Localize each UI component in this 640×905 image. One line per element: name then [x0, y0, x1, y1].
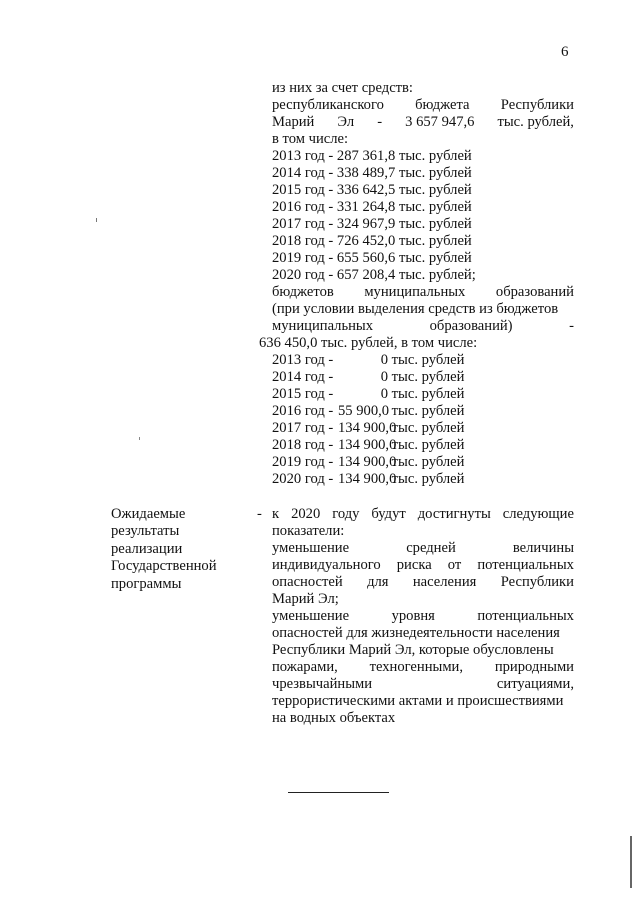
text-word: уменьшение: [272, 608, 350, 624]
unit: тыс. рублей,: [497, 114, 574, 130]
year-label: 2016 год -: [272, 403, 334, 419]
year-label: 2019 год -: [272, 454, 334, 470]
year-unit: тыс. рублей: [391, 454, 465, 470]
municipal-year-row: [272, 437, 574, 454]
text-word: опасностей: [272, 574, 343, 590]
year-value: 0: [380, 386, 388, 402]
year-label: 2014 год -: [272, 369, 334, 385]
scan-speck: [139, 437, 140, 440]
results-line: [272, 574, 574, 591]
text-word: достигнуты: [417, 506, 491, 522]
results-line: [272, 540, 574, 557]
republic-year-row: 2019 год - 655 560,6 тыс. рублей: [272, 250, 472, 266]
results-line: показатели:: [272, 523, 345, 539]
text-word: следующие: [502, 506, 574, 522]
results-line: террористическими актами и происшествиями: [272, 693, 564, 709]
results-line: опасностей для жизнедеятельности населения: [272, 625, 560, 641]
text-word: от: [447, 557, 462, 573]
text-word: техногенными,: [369, 659, 464, 675]
municipal-year-row: [272, 403, 574, 420]
text-word: году: [332, 506, 360, 522]
municipal-year-row: [272, 471, 574, 488]
text-word: образований: [495, 284, 574, 300]
text-word: Эл: [337, 114, 355, 130]
municipal-year-row: [272, 369, 574, 386]
end-rule: [288, 792, 389, 793]
municipal-year-row: [272, 386, 574, 403]
text-word: потенциальных: [477, 608, 574, 624]
funding-intro: из них за счет средств:: [272, 80, 413, 96]
municipal-budget-line: [272, 284, 574, 301]
municipal-year-row: [272, 420, 574, 437]
year-value: 134 900,0: [338, 471, 397, 487]
text-word: уровня: [391, 608, 435, 624]
year-label: 2018 год -: [272, 437, 334, 453]
amount: 3 657 947,6: [405, 114, 475, 130]
year-value: 134 900,0: [338, 420, 397, 436]
results-text: [272, 506, 574, 727]
funding-block: [259, 80, 574, 488]
republic-year-row: 2013 год - 287 361,8 тыс. рублей: [272, 148, 472, 164]
municipal-condition: (при условии выделения средств из бюджетов: [272, 301, 559, 317]
text-word: бюджетов: [272, 284, 334, 300]
text-word: -: [569, 318, 574, 334]
results-line: [272, 506, 574, 523]
text-word: республиканского: [272, 97, 384, 113]
republic-year-row: 2015 год - 336 642,5 тыс. рублей: [272, 182, 472, 198]
results-dash: -: [257, 506, 262, 522]
text-word: населения: [412, 574, 477, 590]
text-word: муниципальных: [364, 284, 466, 300]
year-label: 2017 год -: [272, 420, 334, 436]
label-line: результаты: [111, 523, 180, 540]
republic-budget-total: [272, 114, 574, 131]
text-word: будут: [371, 506, 406, 522]
including-label: в том числе:: [272, 131, 349, 147]
municipal-condition-end: [272, 318, 574, 335]
republic-year-row: 2020 год - 657 208,4 тыс. рублей;: [272, 267, 476, 283]
year-unit: тыс. рублей: [391, 420, 465, 436]
results-line: [272, 676, 574, 693]
year-value: 134 900,0: [338, 454, 397, 470]
text-word: величины: [512, 540, 574, 556]
year-unit: тыс. рублей: [391, 403, 465, 419]
scan-speck: [96, 218, 97, 222]
year-unit: тыс. рублей: [391, 471, 465, 487]
year-value: 134 900,0: [338, 437, 397, 453]
label-line: Государственной: [111, 558, 217, 575]
municipal-total: 636 450,0 тыс. рублей, в том числе:: [259, 335, 478, 351]
year-value: 0: [380, 369, 388, 385]
republic-budget-line: [272, 97, 574, 114]
text-word: бюджета: [415, 97, 470, 113]
text-word: 2020: [291, 506, 321, 522]
scan-edge-mark: [630, 836, 632, 888]
results-line: на водных объектах: [272, 710, 396, 726]
text-word: природными: [494, 659, 574, 675]
text-word: риска: [396, 557, 432, 573]
year-label: 2020 год -: [272, 471, 334, 487]
text-word: ситуациями,: [496, 676, 574, 692]
label-line: реализации: [111, 540, 183, 557]
municipal-year-row: [272, 352, 574, 369]
year-label: 2015 год -: [272, 386, 334, 402]
results-line: [272, 557, 574, 574]
year-unit: тыс. рублей: [391, 386, 465, 402]
text-word: к: [272, 506, 280, 522]
republic-year-row: 2017 год - 324 967,9 тыс. рублей: [272, 216, 472, 232]
text-word: средней: [406, 540, 456, 556]
results-line: Республики Марий Эл, которые обусловлены: [272, 642, 554, 658]
municipal-year-row: [272, 454, 574, 471]
results-line: Марий Эл;: [272, 591, 339, 607]
year-value: 0: [380, 352, 388, 368]
year-unit: тыс. рублей: [391, 369, 465, 385]
year-value: 55 900,0: [338, 403, 390, 419]
republic-year-row: 2018 год - 726 452,0 тыс. рублей: [272, 233, 472, 249]
results-label: [111, 506, 241, 593]
results-line: [272, 608, 574, 625]
republic-year-row: 2014 год - 338 489,7 тыс. рублей: [272, 165, 472, 181]
text-word: уменьшение: [272, 540, 350, 556]
text-word: потенциальных: [477, 557, 574, 573]
text-word: чрезвычайными: [272, 676, 373, 692]
text-word: Республики: [500, 97, 574, 113]
text-word: -: [377, 114, 383, 130]
label-line: программы: [111, 575, 182, 592]
text-word: образований): [429, 318, 513, 334]
year-label: 2013 год -: [272, 352, 334, 368]
text-word: для: [367, 574, 389, 590]
text-word: пожарами,: [272, 659, 338, 675]
text-word: индивидуального: [272, 557, 381, 573]
results-line: [272, 659, 574, 676]
text-word: муниципальных: [272, 318, 374, 334]
page-number: 6: [561, 44, 569, 60]
text-word: Марий: [272, 114, 315, 130]
label-line: Ожидаемые: [111, 506, 186, 522]
year-unit: тыс. рублей: [391, 437, 465, 453]
text-word: Республики: [500, 574, 574, 590]
year-unit: тыс. рублей: [391, 352, 465, 368]
republic-year-row: 2016 год - 331 264,8 тыс. рублей: [272, 199, 472, 215]
